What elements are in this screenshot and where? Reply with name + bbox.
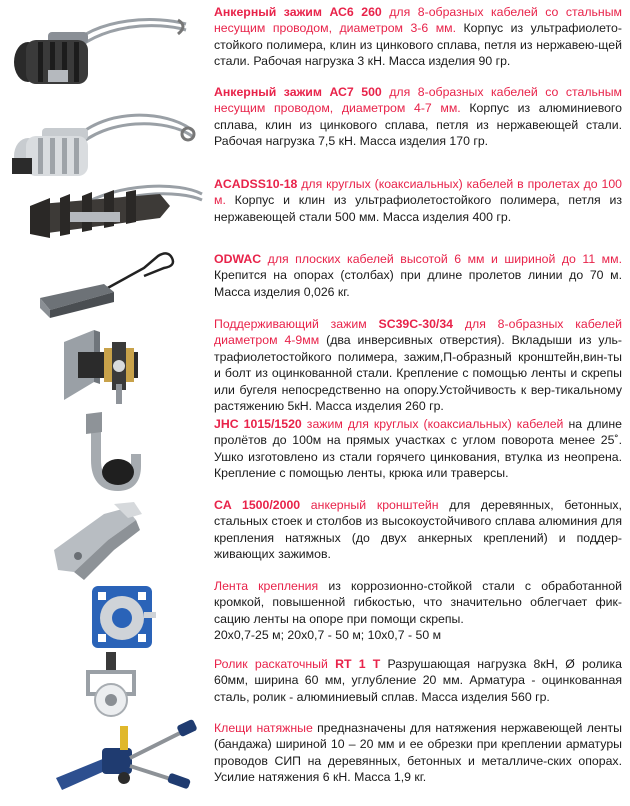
odwac-clamp-icon	[34, 246, 204, 326]
product-description: Анкерный зажим АС7 500 для 8-образных кабелей со стальным несущим проводом, диаметром 4-7 мм. Корпус из алюминиевого сплава, клин из цинкового сплава, петля из нержавеющей стали. Рабочая нагрузка 7,5 кН. Масса изделия 170 гр.	[214, 85, 622, 149]
product-description: Лента крепления из коррозионно-стойкой стали с обработанной кромкой, повышенной гибкостью, что значительно облегчает фик-сацию ленты на опоре при помощи скрепы. 20х0,7-25 м; 20х0,7 - 50 м; 10х0,7 - 50 м	[214, 579, 622, 643]
product-description: Анкерный зажим АС6 260 для 8-образных кабелей со стальным несущим проводом, диаметром 3-6 мм. Корпус из ультрафиолето-стойкого полимера, клин из цинкового сплава, петля из нержавею-щей стали. Рабочая нагрузка 3 кН. Масса изделия 90 гр.	[214, 5, 622, 69]
acadss-clamp-icon	[10, 176, 206, 246]
product-description: ACADSS10-18 для круглых (коаксиальных) кабелей в пролетах до 100 м. Корпус и клин из ультрафиолетостойкого полимера, петля из нержавеющей стали 500 мм. Масса изделия 400 гр.	[214, 177, 622, 224]
product-description: CA 1500/2000 анкерный кронштейн для деревянных, бетонных, стальных стоек и столбов из высокоустойчивого сплава алюминия для крепления натяжных (до двух анкерных креплений) и поддер-живающих зажимов.	[214, 498, 622, 562]
roller-icon	[76, 650, 146, 720]
product-description: Ролик раскаточный RT 1 T Разрушающая нагрузка 8кН, Ø ролика 60мм, ширина 60 мм, углубление 20 мм. Арматура - оцинкованная сталь, ролик - алюминиевый сплав. Масса изделия 560 гр.	[214, 657, 623, 704]
product-description: Поддерживающий зажим SC39C-30/34 для 8-образных кабелей диаметром 4-9мм (два инверсивных отверстия). Вкладыши из уль-трафиолетостойкого полимера, зажим,П-образный кронштейн,вин-ты и болт из оцинкованной стали. Крепление с помощью ленты и скрепы или бугеля непосредственно на опору.Устойчивость к вер-тикальному растяжению 5кН. Масса изделия 260 гр.	[214, 317, 622, 414]
tensioning-pliers-icon	[50, 718, 200, 800]
mounting-tape-icon	[88, 582, 160, 654]
product-description: Клещи натяжные предназначены для натяжения нержавеющей ленты (бандажа) шириной 10 – 20 мм и ее обрезки при креплении арматуры проводов СИП на деревянных, бетонных и металличе-ских опорах. Усилие натяжения 6 кН. Масса 1,9 кг.	[214, 721, 622, 785]
product-description: JHC 1015/1520 зажим для круглых (коаксиальных) кабелей на длине пролётов до 100м на прямых участках с углом поворота менее 25˚. Ушко изготовлено из стали горячего цинкования, втулка из неопрена. Крепление с помощью ленты, крюка или траверсы.	[214, 417, 622, 481]
anchor-clamp-ac6-icon	[8, 10, 188, 90]
product-description: ODWAC для плоских кабелей высотой 6 мм и шириной до 11 мм. Крепится на опорах (столбах) при длине пролетов линии до 70 м. Масса изделия 0,026 кг.	[214, 252, 622, 299]
anchor-clamp-ac7-icon	[6, 100, 196, 180]
anchor-bracket-icon	[44, 500, 154, 582]
jhc-hook-icon	[66, 410, 146, 498]
support-clamp-icon	[54, 322, 164, 412]
